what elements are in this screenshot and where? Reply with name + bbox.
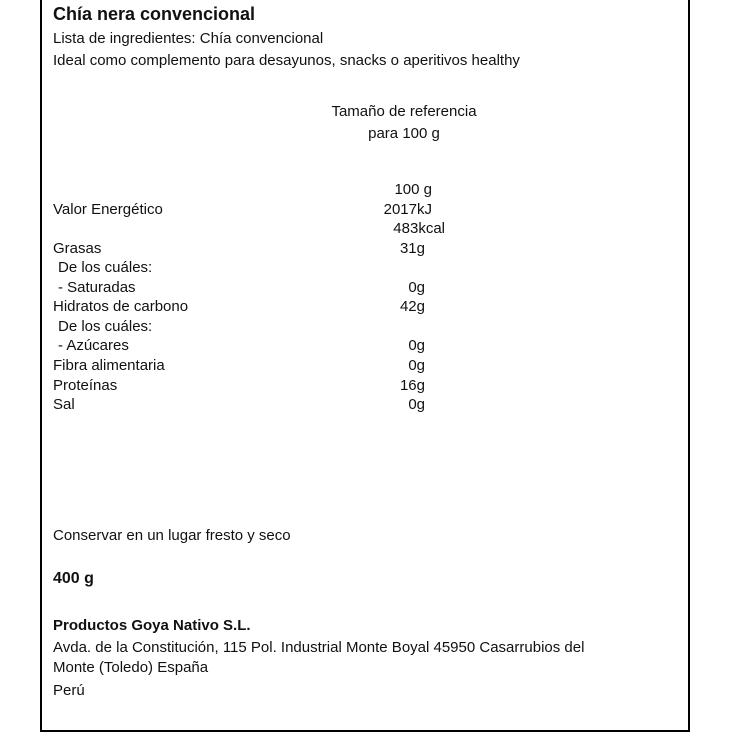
nutrient-label-de-los-cuales-2: De los cuáles:: [58, 318, 153, 335]
storage-text: Conservar en un lugar fresto y seco: [53, 527, 291, 544]
nutrient-value-saturadas: 0g: [408, 279, 425, 296]
nutrient-value-hidratos: 42g: [399, 298, 425, 315]
nutrient-label-de-los-cuales: De los cuáles:: [58, 259, 153, 276]
nutrient-value-fibra: 0g: [408, 357, 425, 374]
reference-size-line2: para 100 g: [368, 125, 440, 142]
nutrient-value-azucares: 0g: [408, 337, 425, 354]
nutrient-label-sal: Sal: [53, 396, 75, 413]
nutrient-value-proteinas: 16g: [399, 377, 425, 394]
nutrient-label-hidratos: Hidratos de carbono: [53, 298, 189, 315]
product-title: Chía nera convencional: [53, 4, 256, 24]
company-address-line2: Monte (Toledo) España: [53, 659, 209, 676]
company-country: Perú: [53, 682, 85, 699]
company-address-line1: Avda. de la Constitución, 115 Pol. Industrial Monte Boyal 45950 Casarrubios del: [53, 639, 585, 656]
nutrient-value-grasas: 31g: [399, 240, 425, 257]
energy-kj: 2017kJ: [383, 201, 432, 218]
nutrient-label-saturadas: - Saturadas: [58, 279, 136, 296]
reference-size-line1: Tamaño de referencia: [331, 103, 477, 120]
description-text: Ideal como complemento para desayunos, snacks o aperitivos healthy: [53, 52, 520, 69]
net-weight: 400 g: [53, 570, 94, 587]
nutrient-label-grasas: Grasas: [53, 240, 102, 257]
company-name: Productos Goya Nativo S.L.: [53, 617, 251, 634]
ingredients-text: Lista de ingredientes: Chía convencional: [53, 30, 324, 47]
column-header: 100 g: [394, 181, 432, 198]
energy-kcal: 483kcal: [393, 220, 445, 237]
nutrient-label-proteinas: Proteínas: [53, 377, 118, 394]
nutrient-value-sal: 0g: [408, 396, 425, 413]
nutrient-label-fibra: Fibra alimentaria: [53, 357, 165, 374]
nutrient-label-azucares: - Azúcares: [58, 337, 129, 354]
energy-label: Valor Energético: [53, 201, 163, 218]
